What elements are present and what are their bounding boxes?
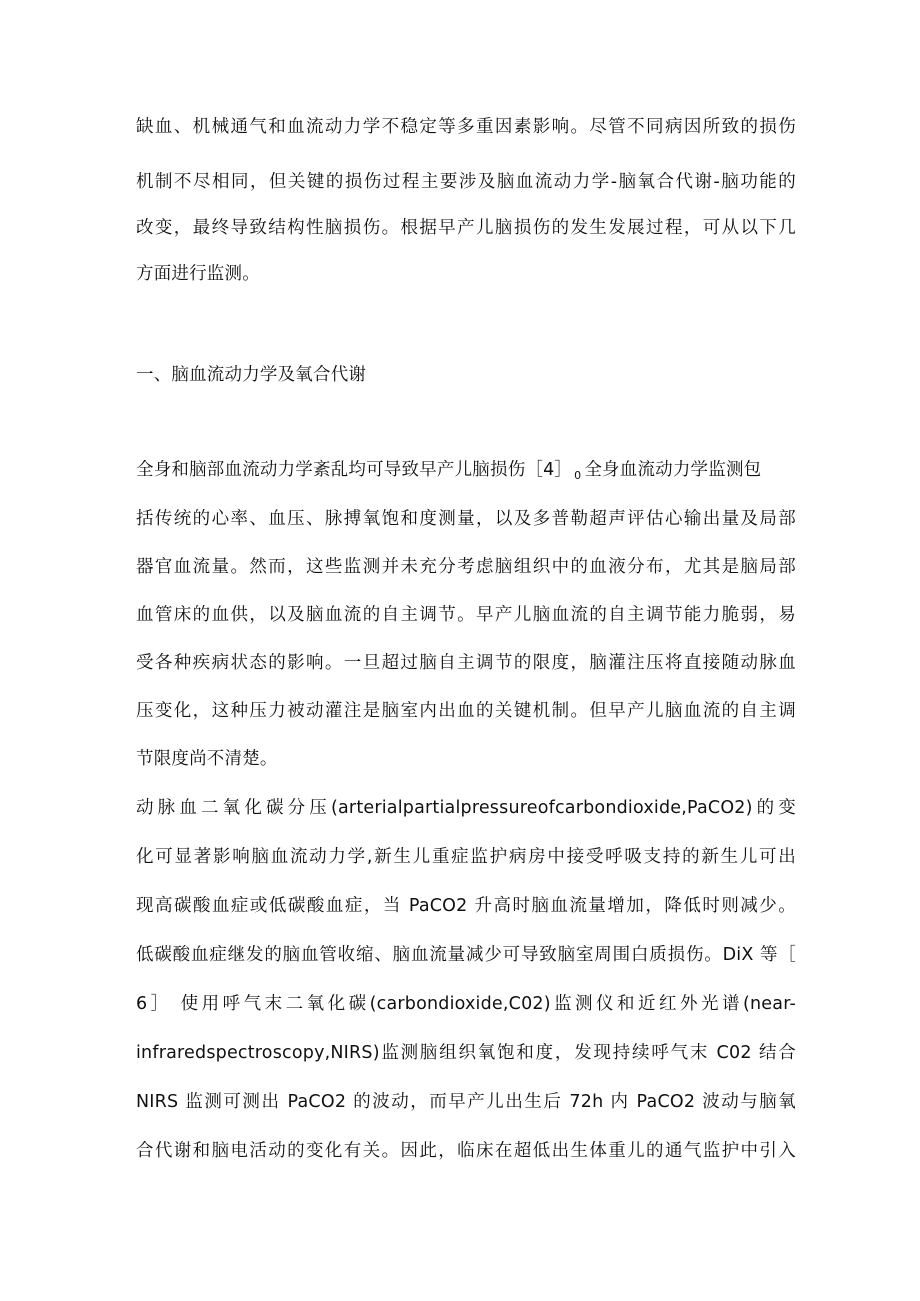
- paragraph-3-line-8: 合代谢和脑电活动的变化有关。因此，临床在超低出生体重儿的通气监护中引入: [136, 1141, 796, 1161]
- paragraph-3-line-5: 6］ 使用呼气末二氧化碳(carbondioxide,C02)监测仪和近红外光谱(near-: [136, 994, 796, 1014]
- paragraph-3-line-6: infraredspectroscopy,NIRS)监测脑组织氧饱和度，发现持续呼气末 C02 结合: [136, 1043, 796, 1063]
- paragraph-3-line-4: 低碳酸血症继发的脑血管收缩、脑血流量减少可导致脑室周围白质损伤。DiX 等［: [136, 945, 796, 965]
- section-heading: 一、脑血流动力学及氧合代谢: [136, 365, 367, 385]
- paragraph-3-line-1: 动脉血二氧化碳分压(arterialpartialpressureofcarbondioxide,PaCO2)的变: [136, 798, 796, 818]
- paragraph-1-line-1: 缺血、机械通气和血流动力学不稳定等多重因素影响。尽管不同病因所致的损伤: [136, 117, 796, 137]
- paragraph-1-line-4: 方面进行监测。: [136, 264, 260, 284]
- paragraph-2-line-1-after: 全身血流动力学监测包: [584, 460, 762, 480]
- paragraph-2-line-1-before: 全身和脑部血流动力学紊乱均可导致早产儿脑损伤［4］: [136, 460, 573, 480]
- paragraph-2-line-2: 括传统的心率、血压、脉搏氧饱和度测量，以及多普勒超声评估心输出量及局部: [136, 509, 796, 529]
- paragraph-3-line-2: 化可显著影响脑血流动力学,新生儿重症监护病房中接受呼吸支持的新生儿可出: [136, 847, 796, 867]
- paragraph-2-line-1-subscript: 0: [574, 469, 582, 482]
- paragraph-2-line-6: 压变化，这种压力被动灌注是脑室内出血的关键机制。但早产儿脑血流的自主调: [136, 701, 796, 721]
- paragraph-1-line-2: 机制不尽相同，但关键的损伤过程主要涉及脑血流动力学-脑氧合代谢-脑功能的: [136, 172, 796, 192]
- paragraph-3-line-3: 现高碳酸血症或低碳酸血症，当 PaCO2 升高时脑血流量增加，降低时则减少。: [136, 896, 796, 916]
- paragraph-3-line-7: NIRS 监测可测出 PaCO2 的波动，而早产儿出生后 72h 内 PaCO2 波动与脑氧: [136, 1092, 796, 1112]
- paragraph-2-line-3: 器官血流量。然而，这些监测并未充分考虑脑组织中的血液分布，尤其是脑局部: [136, 557, 796, 577]
- paragraph-2-line-5: 受各种疾病状态的影响。一旦超过脑自主调节的限度，脑灌注压将直接随动脉血: [136, 653, 796, 673]
- paragraph-2-line-4: 血管床的血供，以及脑血流的自主调节。早产儿脑血流的自主调节能力脆弱，易: [136, 605, 796, 625]
- paragraph-2-line-7: 节限度尚不清楚。: [136, 749, 278, 769]
- paragraph-2-line-1: [136, 455, 796, 491]
- paragraph-1-line-3: 改变，最终导致结构性脑损伤。根据早产儿脑损伤的发生发展过程，可从以下几: [136, 218, 796, 238]
